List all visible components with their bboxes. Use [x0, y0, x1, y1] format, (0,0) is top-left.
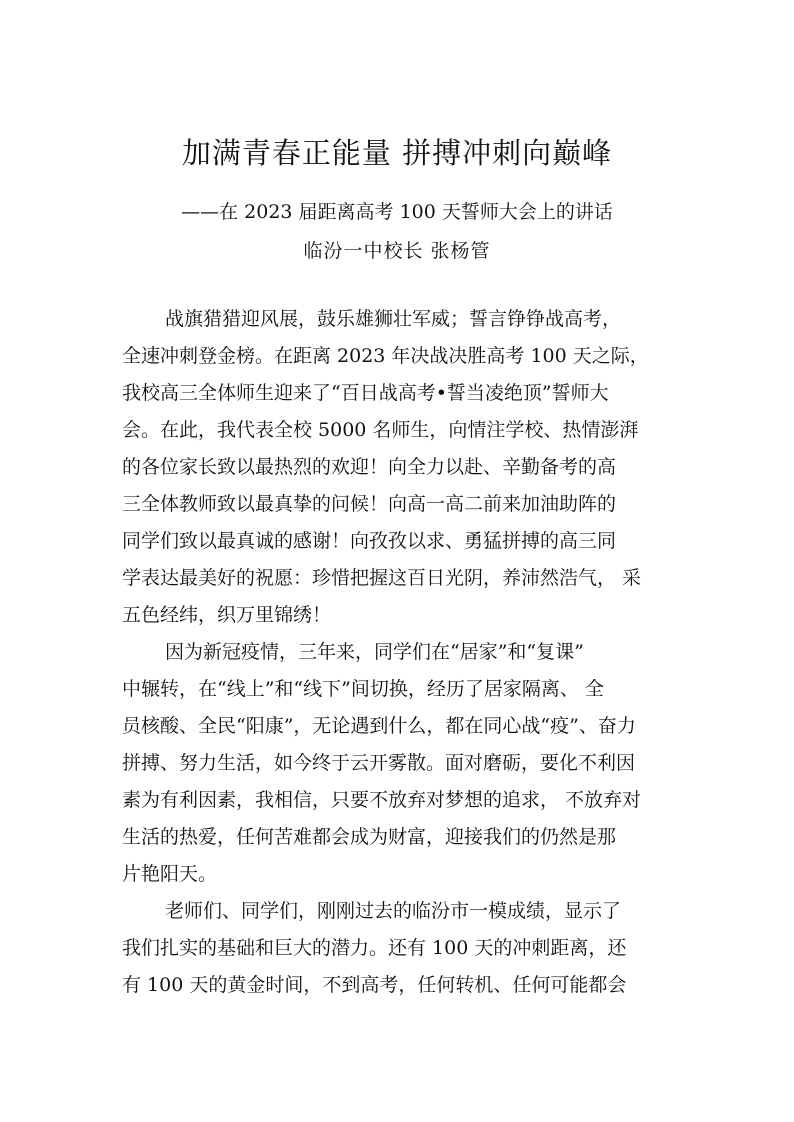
document-body — [122, 301, 674, 1004]
paragraph-line: 三全体教师致以最真挚的问候！向高一高二前来加油助阵的 — [122, 493, 617, 515]
document-title: 加满青春正能量 拼搏冲刺向巅峰 — [181, 136, 613, 170]
paragraph-line: 会。在此，我代表全校 5000 名师生，向情注学校、热情澎湃 — [122, 419, 639, 441]
paragraph-line: 员核酸、全民“阳康”，无论遇到什么，都在同心战“疫”、奋力 — [122, 715, 636, 737]
paragraph-line: 有 100 天的黄金时间，不到高考，任何转机、任何可能都会 — [122, 974, 627, 996]
paragraph-line: 我们扎实的基础和巨大的潜力。还有 100 天的冲刺距离，还 — [122, 937, 627, 959]
paragraph-line: 同学们致以最真诚的感谢！向孜孜以求、勇猛拼搏的高三同 — [122, 530, 617, 552]
paragraph-3 — [122, 893, 674, 1004]
document-subtitle: ——在 2023 届距离高考 100 天誓师大会上的讲话 — [181, 201, 613, 223]
paragraph-line: 老师们、同学们，刚刚过去的临汾市一模成绩，显示了 — [165, 900, 622, 922]
paragraph-line: 生活的热爱，任何苦难都会成为财富，迎接我们的仍然是那 — [122, 826, 617, 848]
paragraph-line: 因为新冠疫情，三年来，同学们在“居家”和“复课” — [165, 641, 584, 663]
paragraph-2 — [122, 634, 674, 893]
paragraph-line: 我校高三全体师生迎来了“百日战高考•誓当凌绝顶”誓师大 — [122, 382, 609, 404]
paragraph-line: 学表达最美好的祝愿：珍惜把握这百日光阴，养沛然浩气， 采 — [122, 567, 642, 589]
paragraph-line: 五色经纬，织万里锦绣！ — [122, 604, 332, 626]
paragraph-line: 拼搏、努力生活，如今终于云开雾散。面对磨砺，要化不利因 — [122, 752, 636, 774]
paragraph-line: 片艳阳天。 — [122, 863, 218, 885]
paragraph-line: 全速冲刺登金榜。在距离 2023 年决战决胜高考 100 天之际， — [122, 345, 649, 367]
paragraph-1 — [122, 301, 674, 634]
paragraph-line: 素为有利因素，我相信，只要不放弃对梦想的追求， 不放弃对 — [122, 789, 642, 811]
document-author: 临汾一中校长 张杨管 — [303, 240, 491, 262]
paragraph-line: 战旗猎猎迎风展，鼓乐雄狮壮军威；誓言铮铮战高考， — [165, 308, 622, 330]
paragraph-line: 中辗转，在“线上”和“线下”间切换，经历了居家隔离、 全 — [122, 678, 604, 700]
paragraph-line: 的各位家长致以最热烈的欢迎！向全力以赴、辛勤备考的高 — [122, 456, 617, 478]
